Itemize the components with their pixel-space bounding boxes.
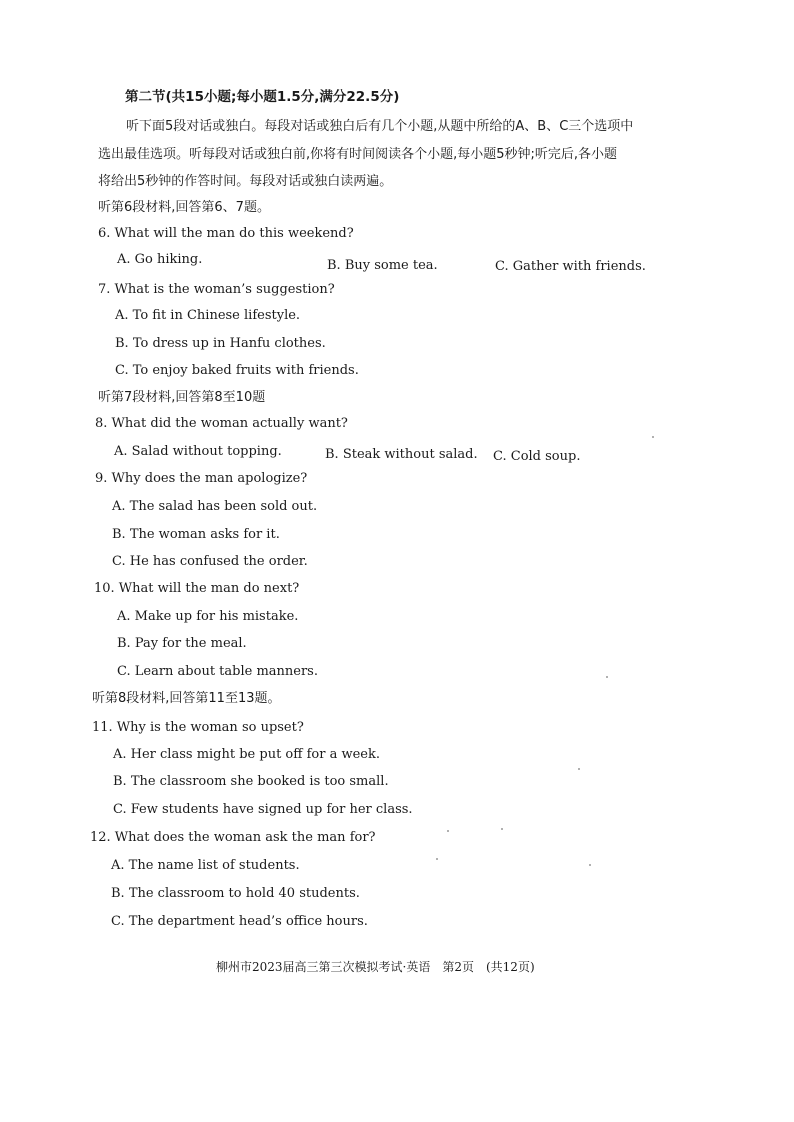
question-8-option-c: C. Cold soup. (493, 449, 581, 464)
question-7-stem: 7. What is the woman’s suggestion? (98, 282, 335, 297)
scan-speck (501, 828, 503, 830)
scan-speck (578, 768, 580, 770)
question-10-stem: 10. What will the man do next? (94, 581, 300, 596)
question-7-option-c: C. To enjoy baked fruits with friends. (115, 363, 359, 378)
question-12-stem: 12. What does the woman ask the man for? (90, 830, 376, 845)
question-6-option-c: C. Gather with friends. (495, 259, 646, 274)
question-7-option-b: B. To dress up in Hanfu clothes. (115, 336, 326, 351)
page-footer: 柳州市2023届高三第三次模拟考试·英语 第2页 (共12页) (216, 960, 535, 974)
question-10-option-a: A. Make up for his mistake. (117, 609, 299, 624)
question-6-option-a: A. Go hiking. (117, 252, 203, 267)
question-10-option-c: C. Learn about table manners. (117, 664, 318, 679)
question-11-option-a: A. Her class might be put off for a week. (113, 747, 381, 762)
scan-speck (436, 858, 438, 860)
question-12-option-a: A. The name list of students. (111, 858, 300, 873)
question-10-option-b: B. Pay for the meal. (117, 636, 247, 651)
group-header-8-10: 听第7段材料,回答第8至10题 (98, 390, 266, 405)
question-6-option-b: B. Buy some tea. (327, 258, 438, 273)
question-9-option-a: A. The salad has been sold out. (112, 499, 318, 514)
section-title: 第二节(共15小题;每小题1.5分,满分22.5分) (125, 89, 400, 105)
question-8-stem: 8. What did the woman actually want? (95, 416, 348, 431)
instructions-line-2: 选出最佳选项。听每段对话或独白前,你将有时间阅读各个小题,每小题5秒钟;听完后,各小题 (98, 147, 618, 162)
question-6-stem: 6. What will the man do this weekend? (98, 226, 354, 241)
question-11-stem: 11. Why is the woman so upset? (92, 720, 304, 735)
group-header-11-13: 听第8段材料,回答第11至13题。 (92, 691, 281, 706)
scan-speck (589, 864, 591, 866)
question-11-option-b: B. The classroom she booked is too small. (113, 774, 389, 789)
question-11-option-c: C. Few students have signed up for her class. (113, 802, 413, 817)
question-12-option-b: B. The classroom to hold 40 students. (111, 886, 360, 901)
question-8-option-b: B. Steak without salad. (325, 447, 478, 462)
scan-speck (606, 676, 608, 678)
question-8-option-a: A. Salad without topping. (114, 444, 282, 459)
question-9-option-b: B. The woman asks for it. (112, 527, 280, 542)
scan-speck (447, 830, 449, 832)
question-9-option-c: C. He has confused the order. (112, 554, 308, 569)
question-12-option-c: C. The department head’s office hours. (111, 914, 368, 929)
question-9-stem: 9. Why does the man apologize? (95, 471, 308, 486)
group-header-6-7: 听第6段材料,回答第6、7题。 (98, 200, 270, 215)
question-7-option-a: A. To fit in Chinese lifestyle. (115, 308, 301, 323)
instructions-line-1: 听下面5段对话或独白。每段对话或独白后有几个小题,从题中所给的A、B、C三个选项中 (126, 119, 634, 134)
instructions-line-3: 将给出5秒钟的作答时间。每段对话或独白读两遍。 (98, 174, 393, 189)
scan-speck (652, 436, 654, 438)
